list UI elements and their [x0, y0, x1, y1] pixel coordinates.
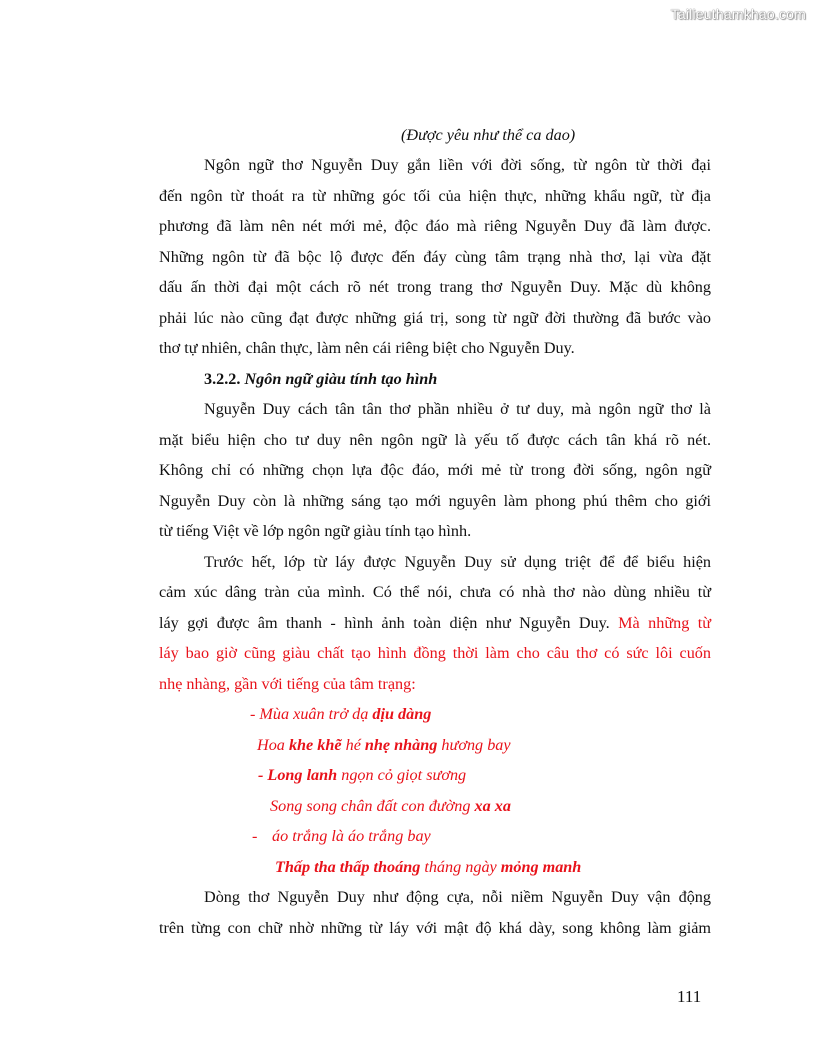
verse-text: áo trắng là áo trắng bay — [272, 827, 431, 845]
paragraph-line-mixed — [159, 608, 711, 639]
paragraph-2 — [159, 394, 711, 547]
paragraph-line: Những ngôn từ đã bộc lộ được đến đáy cùng tâm trạng nhà thơ, lại vừa đặt — [159, 247, 711, 266]
verse-emphasis: dịu dàng — [372, 705, 432, 723]
verse-text: tháng ngày — [420, 857, 501, 876]
verse-line — [159, 699, 711, 730]
verse-text: - Mùa xuân trở dạ — [250, 705, 373, 723]
verse-emphasis: - Long lanh — [258, 766, 338, 784]
verse-text: Hoa — [257, 735, 289, 754]
verse-emphasis: xa xa — [474, 796, 511, 815]
paragraph-line: Dòng thơ Nguyễn Duy như động cựa, nỗi niềm Nguyễn Duy vận động — [204, 888, 711, 906]
verse-emphasis: khe khẽ — [288, 735, 342, 754]
paragraph-line: dấu ấn thời đại một cách rõ nét trong trang thơ Nguyễn Duy. Mặc dù không — [159, 278, 711, 296]
paragraph-line: trên từng con chữ nhờ những từ láy với mật độ khá dày, song không làm giảm — [159, 918, 711, 937]
paragraph-line: Ngôn ngữ thơ Nguyễn Duy gắn liền với đời sống, từ ngôn từ thời đại — [204, 156, 711, 174]
verse-line — [159, 730, 711, 761]
verse-line — [159, 852, 711, 883]
verse-text: ngọn cỏ giọt sương — [337, 766, 467, 784]
verse-text: hương bay — [437, 735, 511, 754]
section-heading — [159, 364, 711, 395]
watermark: Tailieuthamkhao.com — [670, 6, 806, 22]
highlighted-paragraph-line: nhẹ nhàng, gần với tiếng của tâm trạng: — [159, 674, 416, 693]
highlighted-text-run: Mà những từ — [618, 613, 711, 632]
section-title: Ngôn ngữ giàu tính tạo hình — [244, 369, 438, 388]
paragraph-line: mặt biểu hiện cho tư duy nên ngôn ngữ là yếu tố được cách tân khá rõ nét. — [159, 430, 711, 449]
paragraph-line: Không chỉ có những chọn lựa độc đáo, mới mẻ từ trong đời sống, ngôn ngữ — [159, 461, 711, 479]
verse-text: Song song chân đất con đường — [270, 796, 475, 815]
paragraph-line: từ tiếng Việt về lớp ngôn ngữ giàu tính tạo hình. — [159, 522, 472, 540]
verse-emphasis: Thấp tha thấp thoáng — [275, 857, 421, 876]
paragraph-line: đến ngôn từ thoát ra từ những góc tối của hiện thực, những khẩu ngữ, từ địa — [159, 186, 711, 205]
page-content — [159, 120, 711, 943]
verse-emphasis: nhẹ nhàng — [364, 735, 438, 754]
paragraph-line: Nguyễn Duy cách tân tân thơ phần nhiều ở tư duy, mà ngôn ngữ thơ là — [204, 400, 711, 418]
verse-text: hé — [341, 735, 365, 754]
page-number: 111 — [677, 987, 702, 1006]
paragraph-4 — [159, 882, 711, 943]
section-number: 3.2.2. — [204, 369, 241, 388]
paragraph-line: thơ tự nhiên, chân thực, làm nên cái riêng biệt cho Nguyễn Duy. — [159, 339, 575, 357]
paragraph-line: Trước hết, lớp từ láy được Nguyễn Duy sử dụng triệt để để biểu hiện — [204, 552, 711, 571]
verse-dash: - — [252, 827, 258, 845]
poem-excerpt — [159, 699, 711, 882]
epigraph: (Được yêu như thể ca dao) — [401, 126, 576, 144]
highlighted-paragraph-line: láy bao giờ cũng giàu chất tạo hình đồng thời làm cho câu thơ có sức lôi cuốn — [159, 644, 711, 662]
paragraph-3 — [159, 547, 711, 700]
verse-emphasis: mỏng manh — [500, 857, 582, 876]
verse-line — [159, 760, 711, 791]
paragraph-line: phương đã làm nên nét mới mẻ, độc đáo mà riêng Nguyễn Duy đã làm được. — [159, 217, 711, 235]
paragraph-line: cảm xúc dâng tràn của mình. Có thể nói, chưa có nhà thơ nào dùng nhiều từ — [159, 583, 711, 601]
verse-line — [159, 791, 711, 822]
paragraph-line: Nguyễn Duy còn là những sáng tạo mới nguyên làm phong phú thêm cho giới — [159, 491, 711, 510]
paragraph-line: phải lúc nào cũng đạt được những giá trị, song từ ngữ đời thường đã bước vào — [159, 308, 711, 327]
paragraph-1 — [159, 150, 711, 364]
verse-line — [159, 821, 711, 852]
text-run: láy gợi được âm thanh - hình ảnh toàn diện như Nguyễn Duy. — [159, 613, 619, 632]
